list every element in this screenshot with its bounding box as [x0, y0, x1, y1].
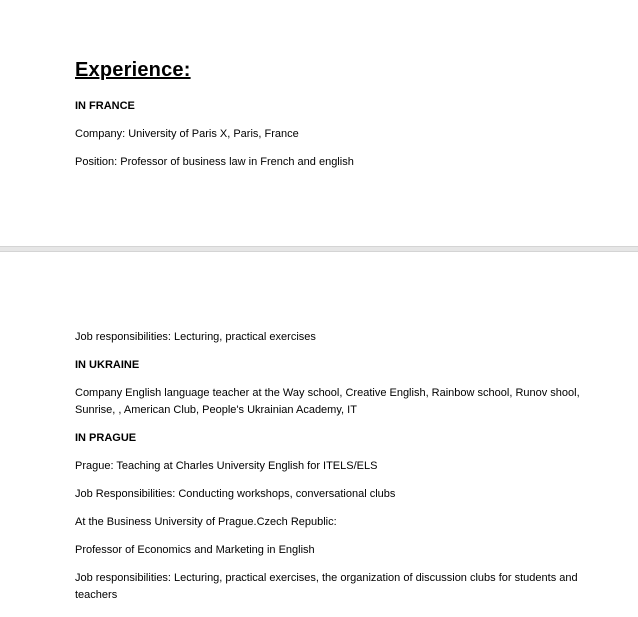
- prague-job-responsibilities: Job Responsibilities: Conducting workshops, conversational clubs: [75, 488, 396, 500]
- experience-heading: Experience:: [75, 59, 191, 81]
- position-paris: Position: Professor of business law in French and english: [75, 156, 354, 168]
- ukraine-company: Company English language teacher at the Way school, Creative English, Rainbow school, Runov shool, Sunrise, , American Club, People's Ukrainian Academy, IT: [75, 387, 580, 416]
- section-header-ukraine: IN UKRAINE: [75, 359, 140, 371]
- prague-teaching: Prague: Teaching at Charles University English for ITELS/ELS: [75, 460, 378, 472]
- professor-economics: Professor of Economics and Marketing in English: [75, 544, 315, 556]
- final-job-responsibilities: Job responsibilities: Lecturing, practical exercises, the organization of discussion clubs for students and teachers: [75, 572, 578, 601]
- company-paris: Company: University of Paris X, Paris, France: [75, 128, 299, 140]
- business-university-prague: At the Business University of Prague.Czech Republic:: [75, 516, 337, 528]
- section-header-france: IN FRANCE: [75, 100, 135, 112]
- job-responsibilities-france: Job responsibilities: Lecturing, practical exercises: [75, 331, 316, 343]
- document-page-1: [0, 0, 638, 246]
- document-page-2: [0, 252, 638, 617]
- section-header-prague: IN PRAGUE: [75, 432, 137, 444]
